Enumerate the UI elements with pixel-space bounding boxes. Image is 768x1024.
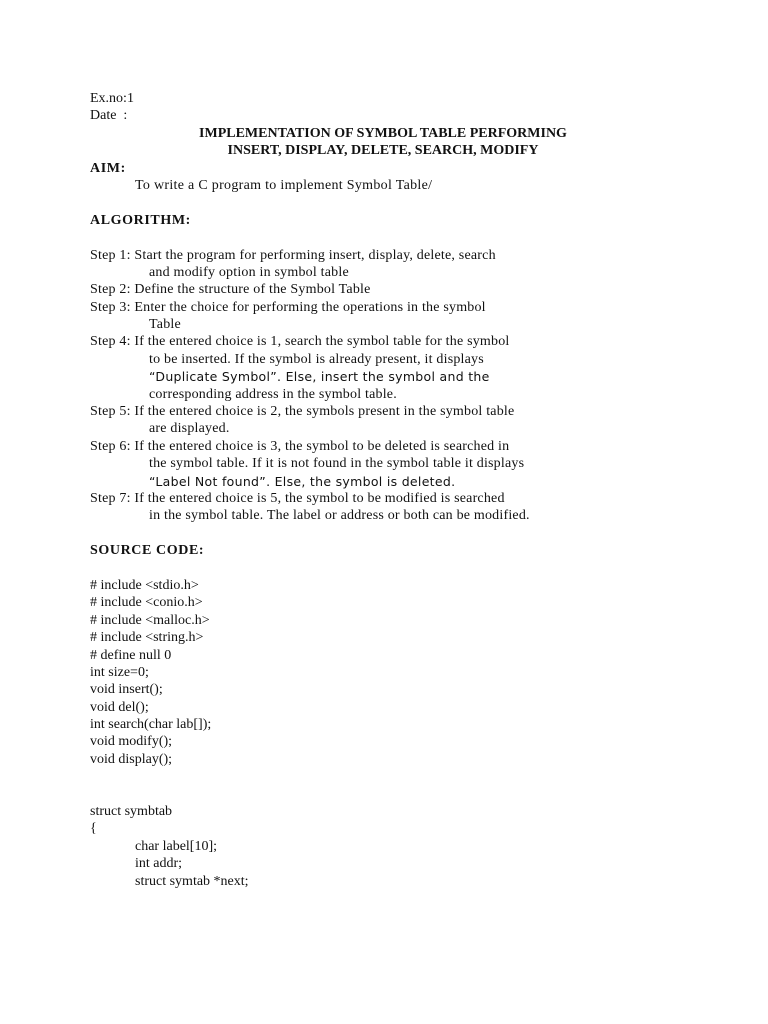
exercise-number: Ex.no:1: [90, 91, 134, 106]
aim-heading: AIM:: [90, 160, 126, 176]
date-field: Date :: [90, 108, 128, 124]
code-line: # include <conio.h>: [90, 595, 203, 611]
code-line: # include <malloc.h>: [90, 612, 210, 628]
code-line: {: [90, 821, 97, 837]
algorithm-heading: ALGORITHM:: [90, 212, 191, 228]
spacer: [90, 768, 690, 785]
algorithm-step-4: Step 4: If the entered choice is 1, search the symbol table for the symbol: [90, 334, 510, 350]
code-line: void modify();: [90, 734, 173, 750]
algorithm-steps: [90, 247, 690, 525]
spacer: [90, 560, 690, 577]
code-line: int search(char lab[]);: [90, 717, 212, 733]
title-line-2: INSERT, DISPLAY, DELETE, SEARCH, MODIFY: [227, 143, 539, 159]
spacer: [90, 229, 690, 246]
spacer: [90, 786, 690, 803]
code-line: struct symbtab: [90, 804, 173, 820]
code-line: void insert();: [90, 682, 163, 698]
code-line: void display();: [90, 751, 173, 767]
algorithm-step-3: Step 3: Enter the choice for performing the operations in the symbol: [90, 299, 486, 315]
source-code-block: [90, 577, 690, 768]
title-line-1: IMPLEMENTATION OF SYMBOL TABLE PERFORMING: [199, 125, 567, 141]
code-line: struct symtab *next;: [135, 873, 249, 889]
algorithm-step-continuation: and modify option in symbol table: [149, 264, 349, 280]
algorithm-step-continuation: “Duplicate Symbol”. Else, insert the symbol and the: [149, 369, 490, 385]
algorithm-step-continuation: “Label Not found”. Else, the symbol is deleted.: [149, 473, 456, 489]
aim-text: To write a C program to implement Symbol Table/: [135, 177, 433, 193]
algorithm-step-continuation: the symbol table. If it is not found in the symbol table it displays: [149, 456, 525, 472]
algorithm-step-7: Step 7: If the entered choice is 5, the symbol to be modified is searched: [90, 490, 505, 506]
algorithm-step-5: Step 5: If the entered choice is 2, the symbols present in the symbol table: [90, 404, 515, 420]
document-page: [90, 90, 690, 890]
spacer: [90, 194, 690, 211]
algorithm-step-continuation: are displayed.: [149, 421, 230, 437]
source-code-heading: SOURCE CODE:: [90, 543, 205, 559]
algorithm-step-6: Step 6: If the entered choice is 3, the symbol to be deleted is searched in: [90, 438, 510, 454]
code-line: # include <string.h>: [90, 630, 204, 646]
algorithm-step-continuation: Table: [149, 317, 181, 333]
algorithm-step-continuation: corresponding address in the symbol table.: [149, 386, 397, 402]
code-line: int size=0;: [90, 664, 149, 680]
code-line: int addr;: [135, 856, 183, 872]
code-line: # include <stdio.h>: [90, 577, 199, 593]
spacer: [90, 525, 690, 542]
code-line: # define null 0: [90, 647, 172, 663]
algorithm-step-2: Step 2: Define the structure of the Symbol Table: [90, 282, 371, 298]
algorithm-step-1: Step 1: Start the program for performing insert, display, delete, search: [90, 247, 496, 263]
algorithm-step-continuation: in the symbol table. The label or address or both can be modified.: [149, 508, 530, 524]
struct-definition: [90, 803, 690, 890]
algorithm-step-continuation: to be inserted. If the symbol is already present, it displays: [149, 351, 484, 367]
code-line: char label[10];: [135, 838, 218, 854]
code-line: void del();: [90, 699, 149, 715]
